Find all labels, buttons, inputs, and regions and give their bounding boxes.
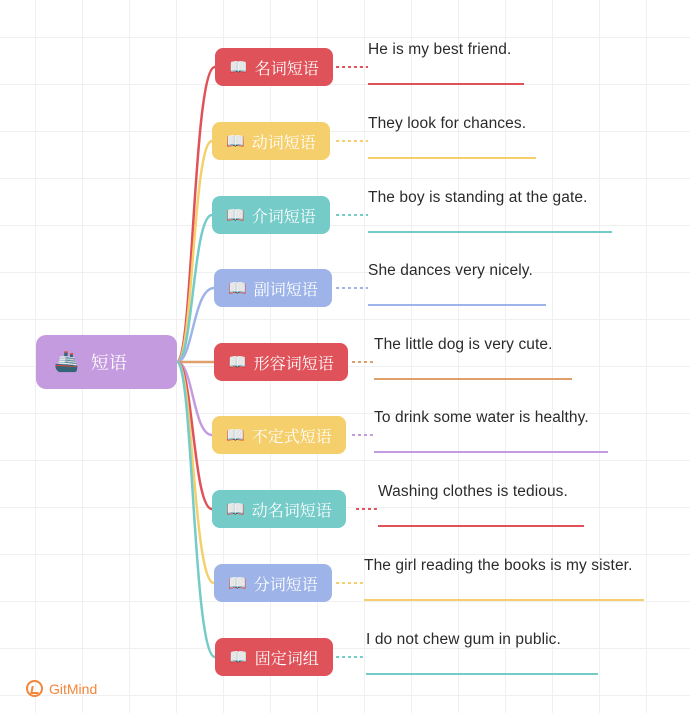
branch-node-5[interactable]	[214, 343, 348, 381]
branch-node-5-label: 形容词短语	[253, 355, 334, 373]
book-icon: 📖	[226, 500, 245, 518]
branch-node-2-label: 动词短语	[251, 134, 316, 152]
branch-node-6-label: 不定式短语	[251, 428, 332, 446]
leaf-text-7: Washing clothes is tedious.	[378, 483, 568, 500]
leaf-text-2: They look for chances.	[368, 115, 527, 132]
gitmind-logo	[26, 680, 97, 697]
connector-root-4	[177, 288, 214, 362]
book-icon: 📖	[226, 206, 245, 224]
book-icon: 📖	[228, 279, 247, 297]
branch-node-7[interactable]	[212, 490, 346, 528]
book-icon: 📖	[229, 648, 248, 666]
leaf-text-8: The girl reading the books is my sister.	[364, 557, 633, 574]
branch-node-6[interactable]	[212, 416, 346, 454]
connector-root-3	[177, 215, 212, 362]
leaf-text-9: I do not chew gum in public.	[366, 631, 561, 648]
branch-node-7-label: 动名词短语	[251, 502, 332, 520]
leaf-text-6: To drink some water is healthy.	[374, 409, 589, 426]
connector-root-2	[177, 141, 212, 362]
root-node-label: 短语	[90, 353, 127, 373]
branch-node-1-label: 名词短语	[254, 60, 319, 78]
branch-node-3[interactable]	[212, 196, 330, 234]
book-icon: 📖	[228, 353, 247, 371]
leaf-text-5: The little dog is very cute.	[374, 336, 553, 353]
gitmind-logo-label: GitMind	[49, 680, 98, 697]
connector-root-1	[177, 67, 215, 362]
branch-node-4[interactable]	[214, 269, 332, 307]
connector-root-8	[177, 362, 214, 583]
branch-node-1[interactable]	[215, 48, 333, 86]
branch-node-9-label: 固定词组	[254, 650, 319, 668]
branch-node-2[interactable]	[212, 122, 330, 160]
branch-node-4-label: 副词短语	[253, 281, 318, 299]
branch-node-3-label: 介词短语	[251, 208, 316, 226]
ship-icon: 🚢	[54, 351, 79, 373]
book-icon: 📖	[226, 426, 245, 444]
leaf-text-4: She dances very nicely.	[368, 262, 533, 279]
gitmind-leaf-icon	[26, 680, 43, 697]
branch-node-9[interactable]	[215, 638, 333, 676]
leaf-text-3: The boy is standing at the gate.	[368, 189, 588, 206]
root-node[interactable]	[36, 335, 177, 389]
branch-node-8[interactable]	[214, 564, 332, 602]
branch-node-8-label: 分词短语	[253, 576, 318, 594]
connector-root-6	[177, 362, 212, 435]
connector-root-9	[177, 362, 215, 657]
book-icon: 📖	[229, 58, 248, 76]
book-icon: 📖	[228, 574, 247, 592]
book-icon: 📖	[226, 132, 245, 150]
connector-root-7	[177, 362, 212, 509]
leaf-text-1: He is my best friend.	[368, 41, 512, 58]
